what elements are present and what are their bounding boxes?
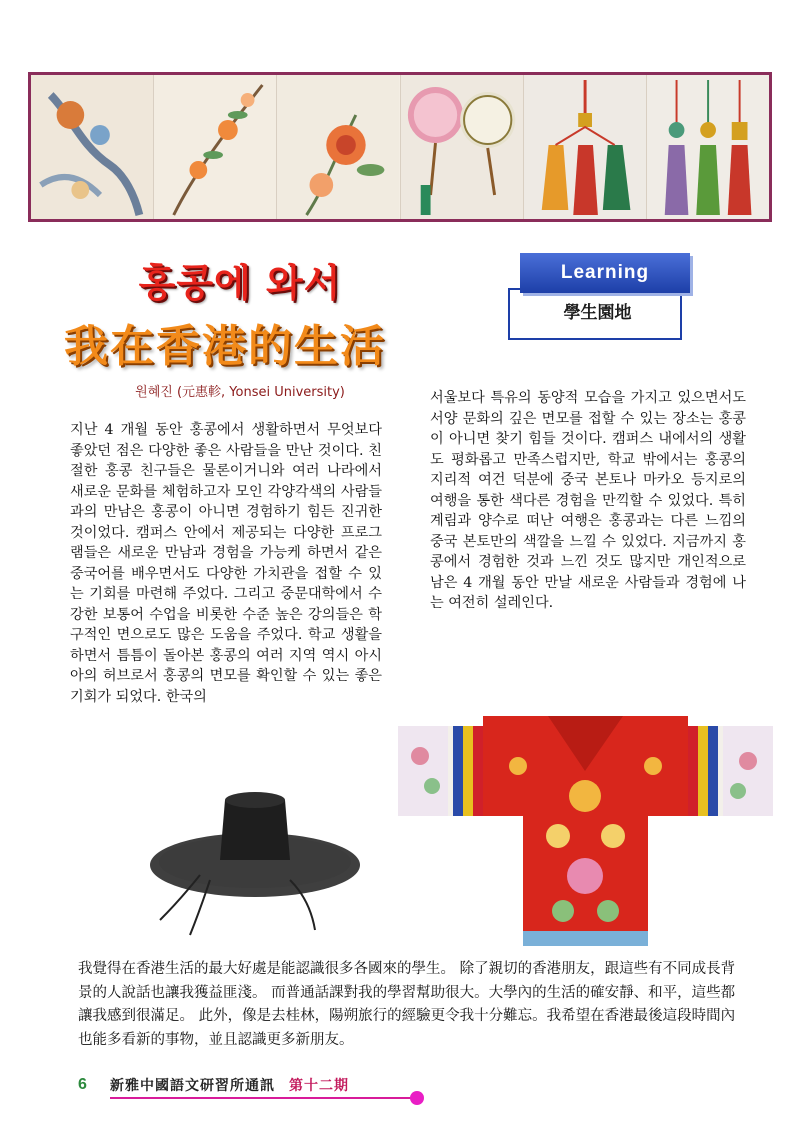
banner-photo-tassels [524,75,647,219]
title-korean: 홍콩에 와서 [138,261,342,305]
footer-publication [110,1075,349,1095]
chinese-summary-paragraph: 我覺得在香港生活的最大好處是能認識很多各國來的學生。 除了親切的香港朋友，跟這些有不同成長背景的人說話也讓我獲益匪淺。 而普通話課對我的學習幫助很大。大學內的生活的確安靜、和平，這些都讓我感到很滿足。 此外，像是去桂林，陽朔旅行的經驗更令我十分難忘。我希望在香港最後這段時間內也能多看新的事物，並且認識更多新朋友。 [78,961,736,1048]
photo-traditional-hat [140,770,370,940]
banner-photo-flower-branch [154,75,277,219]
banner-photo-round-fans [401,75,524,219]
footer-dot-ornament [410,1091,424,1105]
photo-embroidered-robe [398,716,773,946]
article-body-right-column: 서울보다 특유의 동양적 모습을 가지고 있으면서도 서양 문화의 깊은 면모를 접할 수 있는 장소는 홍콩이 아니면 찾기 힘들 것이다. 캠퍼스 내에서의 생활도 평화롭고 만족스럽지만, 학교 밖에서는 홍콩의 지리적 여건 덕분에 중국 본토나 마카오 등지로의 여행을 통한 색다른 경험을 만끽할 수 있었다. 특히 계림과 양수로 떠난 여행은 홍콩과는 다른 느낌의 중국 본토만의 색깔을 느낄 수 있었다. 지금까지 홍콩에서 경험한 것과 느낀 것도 많지만 개인적으로 남은 4 개월 동안 만날 새로운 사람들과 경험에 나는 여전히 설레인다. [430,390,746,611]
header-image-banner [28,72,772,222]
author-byline: 원혜진 (元惠軫, Yonsei University) [135,385,345,400]
banner-photo-norigae-ornaments [647,75,769,219]
banner-photo-peony-embroidery [277,75,400,219]
article-body-left-column: 지난 4 개월 동안 홍콩에서 생활하면서 무엇보다 좋았던 점은 다양한 좋은 사람들을 만난 것이다. 친절한 홍콩 친구들은 물론이거니와 여러 나라에서 새로운 문화를 체험하고자 모인 각양각색의 사람들과의 만남은 홍콩이 아니면 경험하기 힘든 진귀한 것이었다. 캠퍼스 안에서 제공되는 다양한 프로그램들은 새로운 만남과 경험을 가능케 하면서 같은 중국어를 배우면서도 다양한 가치관을 접할 수 있는 기회를 마련해 주었다. 그리고 중문대학에서 수강한 보통어 수업을 비롯한 수준 높은 강의들은 학구적인 면으로도 많은 도움을 주었다. 학교 생활을 하면서 틈틈이 돌아본 홍콩의 여러 지역 역시 아시아의 허브로서 홍콩의 면모를 확인할 수 있는 좋은 기회가 되었다. 한국의 [70,422,382,705]
publication-name: 新雅中國語文研習所通訊 [110,1078,275,1094]
section-corner-label: 學生園地 [563,303,632,323]
title-chinese: 我在香港的生活 [64,321,386,372]
section-learning-label: Learning [520,253,690,293]
banner-photo-crane-embroidery [31,75,154,219]
issue-number: 第十二期 [289,1078,349,1094]
page-number: 6 [78,1076,87,1093]
footer-divider [110,1097,420,1099]
